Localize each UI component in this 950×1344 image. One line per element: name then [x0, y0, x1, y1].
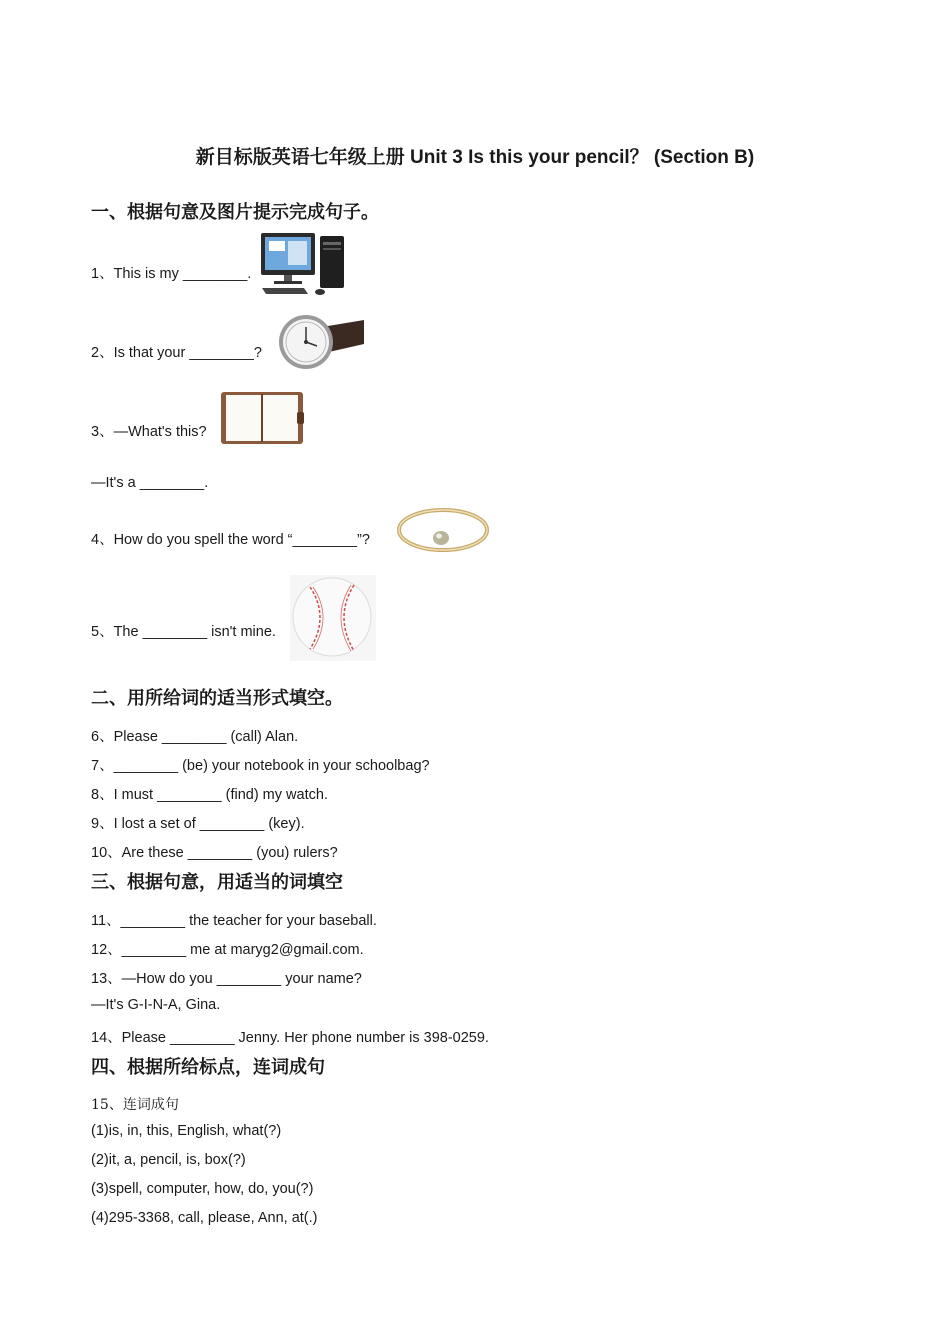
- question-13: 13、—How do you ________ your name?: [91, 971, 362, 987]
- question-3-answer: —It's a ________.: [91, 475, 209, 491]
- question-3: 3、—What's this?: [91, 424, 207, 440]
- question-1: 1、This is my ________.: [91, 266, 252, 282]
- question-15: 15、连词成句: [91, 1097, 179, 1113]
- question-15-part-1: (1)is, in, this, English, what(?): [91, 1123, 282, 1139]
- section-3-heading: 三、根据句意，用适当的词填空: [91, 872, 343, 892]
- computer-picture: [260, 230, 346, 298]
- notebook-picture: [219, 390, 305, 446]
- question-12: 12、________ me at maryg2@gmail.com.: [91, 942, 364, 958]
- baseball-picture: [290, 575, 376, 661]
- question-5: 5、The ________ isn't mine.: [91, 624, 276, 640]
- question-14: 14、Please ________ Jenny. Her phone number is 398-0259.: [91, 1030, 489, 1046]
- section-1-heading: 一、根据句意及图片提示完成句子。: [91, 202, 379, 222]
- question-15-part-3: (3)spell, computer, how, do, you(?): [91, 1181, 314, 1197]
- question-8: 8、I must ________ (find) my watch.: [91, 787, 328, 803]
- question-15-part-2: (2)it, a, pencil, is, box(?): [91, 1152, 246, 1168]
- question-13-answer: —It's G-I-N-A, Gina.: [91, 997, 221, 1013]
- question-10: 10、Are these ________ (you) rulers?: [91, 845, 338, 861]
- question-2: 2、Is that your ________?: [91, 345, 262, 361]
- question-6: 6、Please ________ (call) Alan.: [91, 729, 299, 745]
- question-7: 7、________ (be) your notebook in your schoolbag?: [91, 758, 430, 774]
- ring-picture: [393, 500, 493, 560]
- watch-picture: [276, 310, 366, 372]
- page-title: 新目标版英语七年级上册 Unit 3 Is this your pencil？ (Section B): [195, 147, 755, 168]
- question-11: 11、________ the teacher for your baseball.: [91, 913, 377, 929]
- section-4-heading: 四、根据所给标点，连词成句: [91, 1057, 325, 1077]
- section-2-heading: 二、用所给词的适当形式填空。: [91, 688, 343, 708]
- question-15-part-4: (4)295-3368, call, please, Ann, at(.): [91, 1210, 318, 1226]
- question-4: 4、How do you spell the word “________”?: [91, 532, 370, 548]
- question-9: 9、I lost a set of ________ (key).: [91, 816, 305, 832]
